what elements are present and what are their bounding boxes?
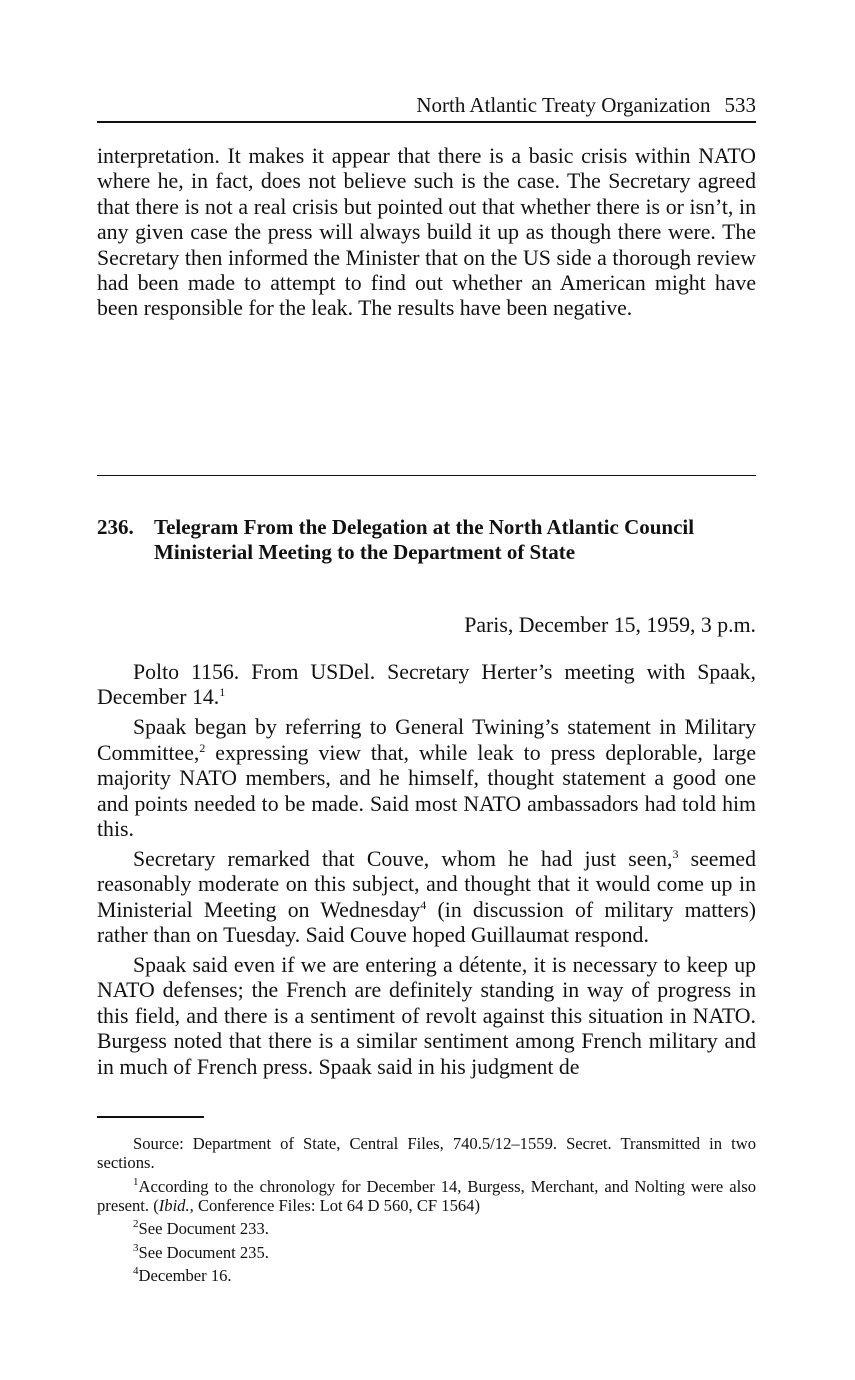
running-head — [416, 91, 756, 119]
footnote-text: See Document 235. — [138, 1242, 269, 1262]
document-title: Telegram From the Delegation at the North Atlantic Council Ministerial Meeting to the Department of State — [154, 515, 695, 564]
footnote-ref-1[interactable]: 1 — [219, 685, 226, 700]
paragraph-4: Spaak said even if we are entering a détente, it is necessary to keep up NATO defenses; the French are definitely standing in way of progress in this field, and there is a sentiment of revolt against this situation in NATO. Burgess noted that there is a similar sentiment among French military and in much of French press. Spaak said in his judgment de — [97, 952, 756, 1079]
footnote-marker: 1 — [133, 1175, 139, 1188]
footnote-marker: 3 — [133, 1241, 139, 1254]
dateline: Paris, December 15, 1959, 3 p.m. — [464, 613, 756, 637]
footnote-italic: Ibid. — [158, 1195, 190, 1215]
document-heading — [97, 515, 756, 565]
paragraph-2 — [97, 715, 756, 842]
footnote-text: December 16. — [138, 1266, 232, 1285]
footnote-ref-4[interactable]: 4 — [420, 897, 427, 912]
paragraph-3 — [97, 847, 756, 949]
footnote-ref-3[interactable]: 3 — [672, 846, 679, 861]
footnote-4 — [97, 1266, 756, 1285]
paragraph-text: Secretary remarked that Couve, whom he had just seen, — [133, 846, 673, 871]
footnote-ref-2[interactable]: 2 — [199, 740, 206, 755]
paragraph-1 — [97, 660, 756, 711]
footnote-text: See Document 233. — [138, 1219, 269, 1238]
page-number: 533 — [724, 93, 756, 117]
footnotes — [97, 1134, 756, 1290]
footnote-3 — [97, 1243, 756, 1262]
header-rule — [97, 121, 756, 123]
paragraph-text: (in discussion of military matters) rather than on Tuesday. Said Couve hoped Guillaumat respond. — [97, 897, 756, 948]
footnote-marker: 2 — [133, 1218, 139, 1230]
paragraph-text: Polto 1156. From USDel. Secretary Herter’s meeting with Spaak, December 14. — [97, 660, 756, 710]
document-page — [97, 0, 756, 1380]
continued-paragraph: interpretation. It makes it appear that there is a basic crisis within NATO where he, in fact, does not believe such is the case. The Secretary agreed that there is not a real crisis but pointed out that whether there is or isn’t, in any given case the press will always build it up as though there were. The Secretary then informed the Minister that on the US side a thorough review had been made to attempt to find out whether an American might have been responsible for the leak. The results have been negative. — [97, 144, 756, 321]
footnote-2 — [97, 1219, 756, 1238]
paragraph-text: Spaak began by referring to General Twining’s statement in Military Committee, — [97, 715, 756, 765]
footnote-marker: 4 — [133, 1265, 139, 1277]
running-title: North Atlantic Treaty Organization — [416, 93, 711, 117]
paragraph-text: expressing view that, while leak to press deplorable, large majority NATO members, and he himself, thought statement a good one and points needed to be made. Said most NATO ambassadors had told him this. — [97, 740, 756, 841]
telegram-body — [97, 660, 756, 1085]
section-divider — [97, 475, 756, 476]
source-note: Source: Department of State, Central Files, 740.5/12–1559. Secret. Transmitted in two sections. — [97, 1134, 756, 1172]
paragraph-text: seemed reasonably moderate on this subject, and thought that it would come up in Ministerial Meeting on Wednesday — [97, 846, 756, 922]
footnote-text: , Conference Files: Lot 64 D 560, CF 1564) — [189, 1195, 480, 1215]
footnote-text: According to the chronology for December 14, Burgess, Merchant, and Nolting were also present. ( — [97, 1176, 756, 1215]
footnote-1 — [97, 1177, 756, 1215]
footnote-rule — [97, 1116, 204, 1118]
document-number: 236. — [97, 515, 134, 539]
